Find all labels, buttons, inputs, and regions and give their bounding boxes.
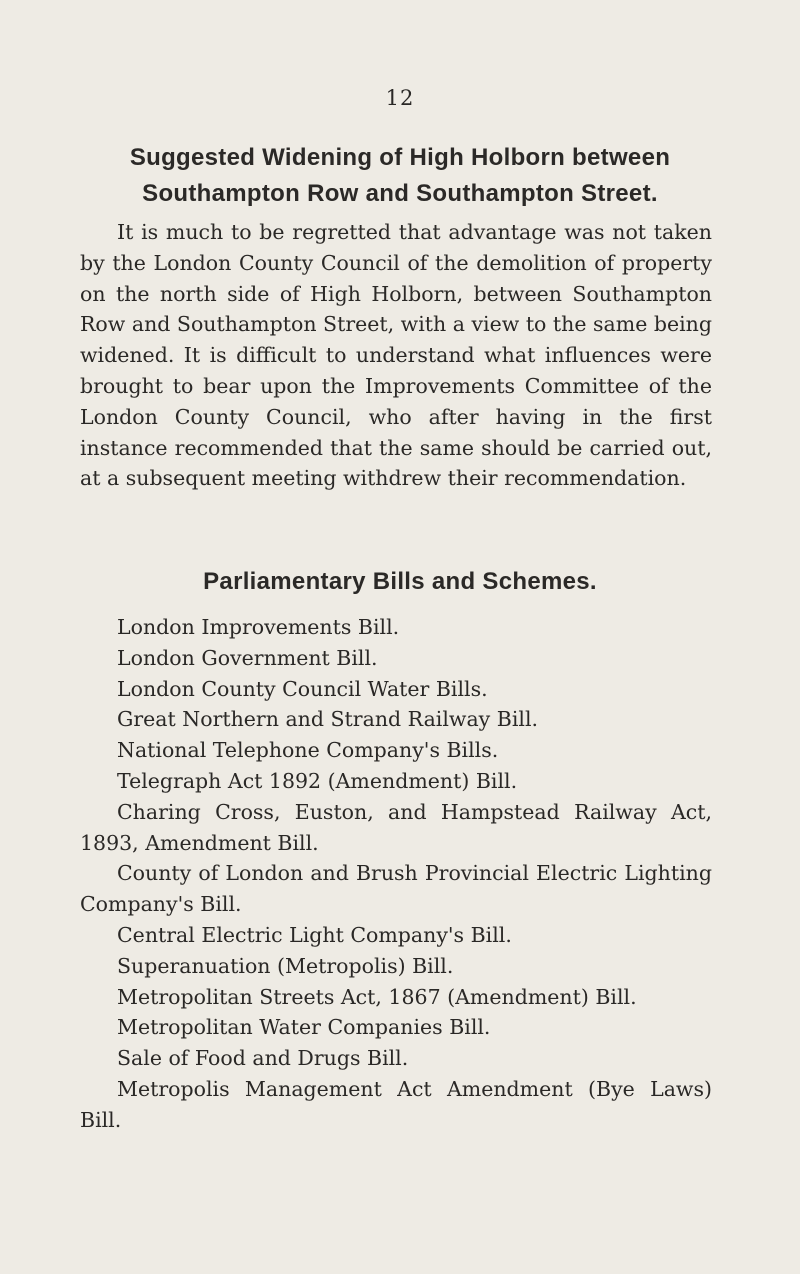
section-heading-holborn	[0, 140, 800, 212]
section-heading-line-1: Suggested Widening of High Holborn between	[129, 144, 671, 171]
page-number: 12	[385, 86, 415, 110]
section-heading-line-2: Southampton Row and Southampton Street.	[142, 180, 658, 207]
bill-item: Great Northern and Strand Railway Bill.	[117, 707, 539, 732]
bill-item: Metropolitan Water Companies Bill.	[117, 1015, 491, 1040]
bill-item: Metropolis Management Act Amendment (Bye Laws) Bill.	[80, 1076, 712, 1132]
bills-list	[80, 612, 712, 1136]
bill-item: London Government Bill.	[117, 645, 378, 670]
bill-item: County of London and Brush Provincial Electric Lighting Company's Bill.	[80, 861, 712, 917]
bill-item: National Telephone Company's Bills.	[117, 738, 499, 763]
holborn-paragraph: It is much to be regretted that advantage was not taken by the London County Council of the demolition of property on the north side of High Holborn, between Southampton Row and Southampton Street, with a view to the same being widened. It is difficult to understand what influences were brought to bear upon the Improvements Committee of the London County Council, who after having in the first instance recommended that the same should be carried out, at a subsequent meeting withdrew their recommendation.	[80, 220, 712, 491]
section-heading-parliamentary-bills: Parliamentary Bills and Schemes.	[203, 568, 597, 595]
bill-item: London Improvements Bill.	[117, 615, 400, 639]
bill-item: Metropolitan Streets Act, 1867 (Amendment) Bill.	[117, 984, 637, 1009]
bill-item: Charing Cross, Euston, and Hampstead Railway Act, 1893, Amendment Bill.	[80, 799, 712, 855]
bill-item: Telegraph Act 1892 (Amendment) Bill.	[117, 768, 518, 793]
bill-item: Sale of Food and Drugs Bill.	[117, 1046, 409, 1071]
bill-item: London County Council Water Bills.	[117, 676, 488, 701]
bill-item: Central Electric Light Company's Bill.	[117, 922, 512, 947]
bill-item: Superanuation (Metropolis) Bill.	[117, 953, 454, 978]
